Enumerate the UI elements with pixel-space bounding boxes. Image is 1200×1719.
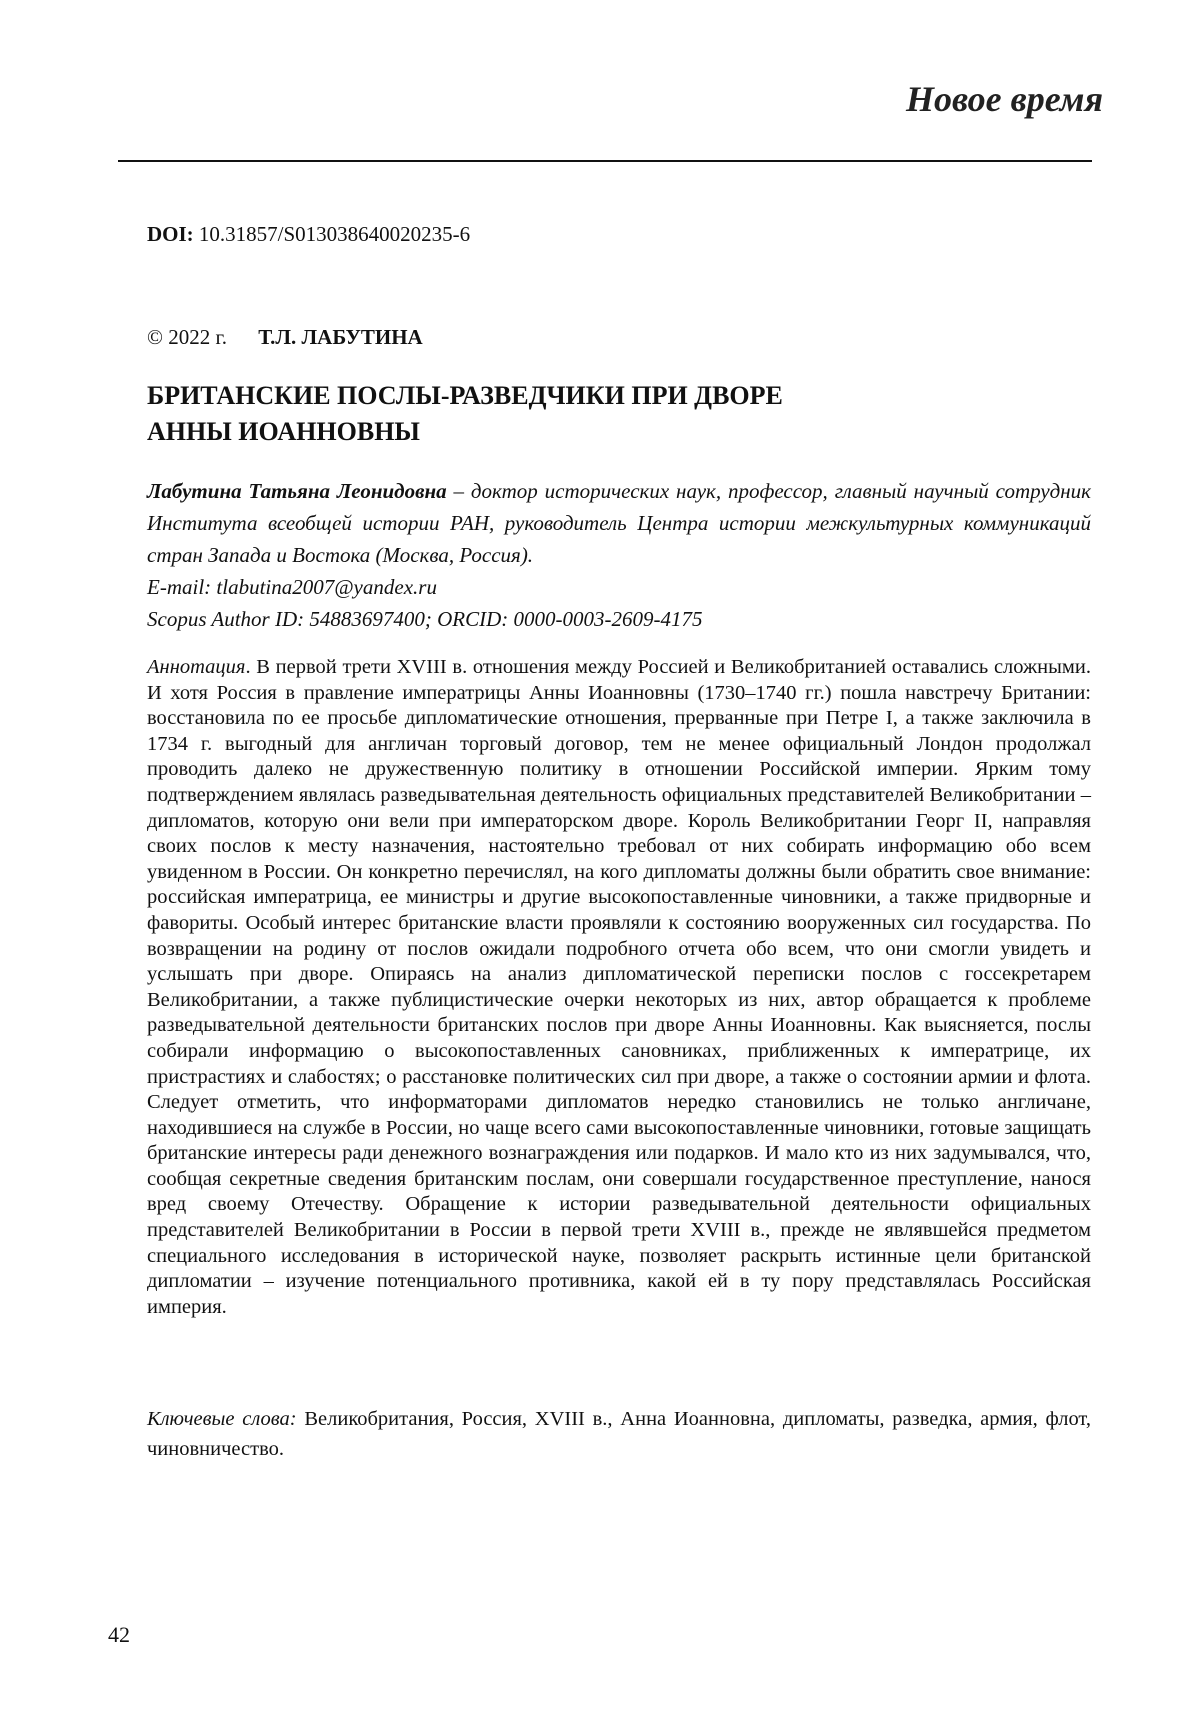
article-title — [147, 378, 1087, 450]
abstract-label: Аннотация — [147, 656, 245, 678]
keywords-label: Ключевые слова: — [147, 1408, 297, 1430]
author-description: – доктор исторических наук, профессор, главный научный сотрудник Института всеобщей истории РАН, руководитель Центра истории межкультурных коммуникаций стран Запада и Востока (Москва, Россия). — [147, 479, 1091, 567]
keywords-text: Великобритания, Россия, XVIII в., Анна Иоанновна, дипломаты, разведка, армия, флот, чиновничество. — [147, 1408, 1091, 1460]
doi-label: DOI: — [147, 222, 194, 246]
byline — [147, 325, 423, 350]
author-name: Т.Л. ЛАБУТИНА — [258, 325, 423, 349]
author-ids: Scopus Author ID: 54883697400; ORCID: 0000-0003-2609-4175 — [147, 603, 1091, 635]
abstract — [147, 655, 1091, 1320]
copyright-year: © 2022 г. — [147, 325, 227, 349]
doi-line — [147, 222, 470, 247]
section-title: Новое время — [906, 78, 1103, 120]
author-info-block — [147, 479, 1091, 567]
article-title-line-2: АННЫ ИОАННОВНЫ — [147, 414, 1087, 450]
author-info — [147, 475, 1091, 635]
author-email: E-mail: tlabutina2007@yandex.ru — [147, 571, 1091, 603]
page-number: 42 — [108, 1622, 130, 1648]
header-rule — [118, 160, 1092, 162]
keywords — [147, 1404, 1091, 1464]
abstract-text: . В первой трети XVIII в. отношения между Россией и Великобританией оставались сложными. И хотя Россия в правление императрицы Анны Иоанновны (1730–1740 гг.) пошла навстречу Британии: восстановила по ее просьбе дипломатические отношения, прерванные при Петре I, а также заключила в 1734 г. выгодный для англичан торговый договор, тем не менее официальный Лондон продолжал проводить далеко не дружественную политику в отношении Российской империи. Ярким тому подтверждением являлась разведывательная деятельность официальных представителей Великобритании – дипломатов, которую они вели при императорском дворе. Король Великобритании Георг II, направляя своих послов к месту назначения, настоятельно требовал от них собирать информацию обо всем увиденном в России. Он конкретно перечислял, на кого дипломаты должны были обратить свое внимание: российская императрица, ее министры и другие высокопоставленные чиновники, а также придворные и фавориты. Особый интерес британские власти проявляли к состоянию вооруженных сил государства. По возвращении на родину от послов ожидали подробного отчета обо всем, что они смогли увидеть и услышать при дворе. Опираясь на анализ дипломатической переписки послов с госсекретарем Великобритании, а также публицистические очерки некоторых из них, автор обращается к проблеме разведывательной деятельности британских послов при дворе Анны Иоанновны. Как выясняется, послы собирали информацию о высокопоставленных сановниках, приближенных к императрице, их пристрастиях и слабостях; о расстановке политических сил при дворе, а также о состоянии армии и флота. Следует отметить, что информаторами дипломатов нередко становились не только англичане, находившиеся на службе в России, но чаще всего сами высокопоставленные чиновники, готовые защищать британские интересы ради денежного вознаграждения или подарков. И мало кто из них задумывался, что, сообщая секретные сведения британским послам, они совершали государственное преступление, нанося вред своему Отечеству. Обращение к истории разведывательной деятельности официальных представителей Великобритании в России в первой трети XVIII в., прежде не являвшейся предметом специального исследования в исторической науке, позволяет раскрыть истинные цели британской дипломатии – изучение потенциального противника, какой ей в ту пору представлялась Российская империя. — [147, 656, 1091, 1318]
article-title-line-1: БРИТАНСКИЕ ПОСЛЫ-РАЗВЕДЧИКИ ПРИ ДВОРЕ — [147, 378, 1087, 414]
author-full-name: Лабутина Татьяна Леонидовна — [147, 479, 447, 503]
doi-value: 10.31857/S013038640020235-6 — [199, 222, 470, 246]
